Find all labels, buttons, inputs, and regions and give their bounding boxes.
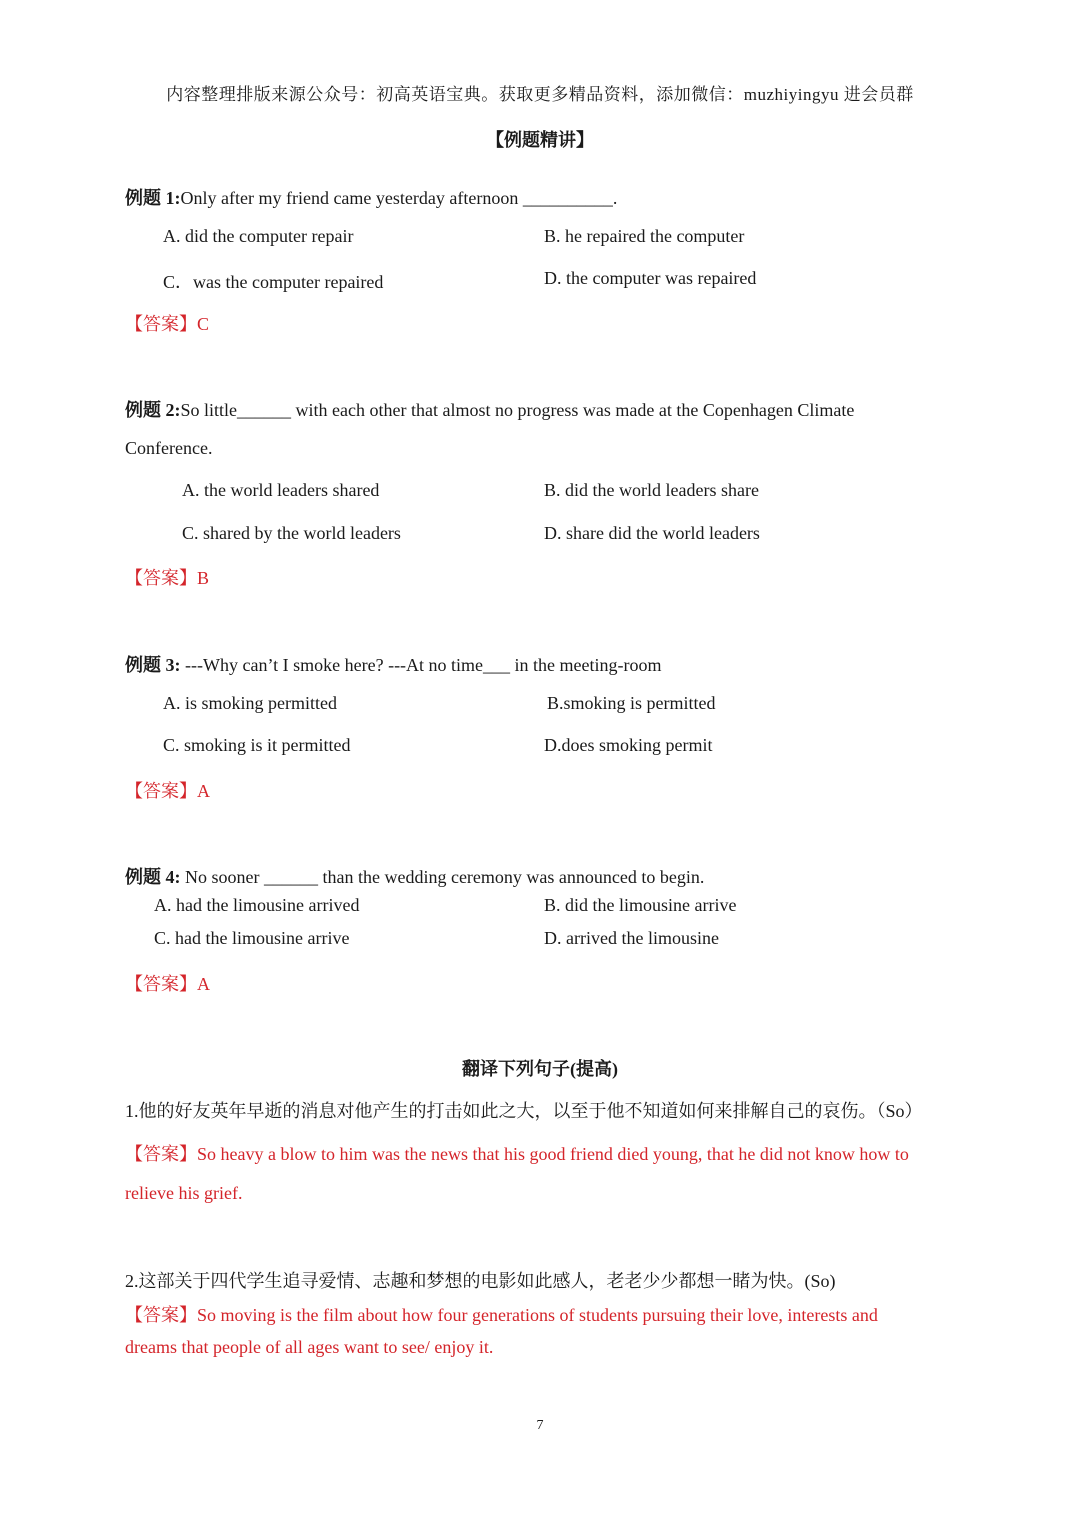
page-number: 7 <box>536 1418 544 1433</box>
example-label: 例题 3: <box>125 655 181 675</box>
example-3-answer: 【答案】A <box>125 781 210 801</box>
section-title: 【例题精讲】 <box>486 130 594 150</box>
example-3-option-a: A. is smoking permitted <box>163 693 337 713</box>
example-stem: Only after my friend came yesterday afternoon __________. <box>180 188 618 208</box>
example-2-question <box>125 396 854 422</box>
example-stem: So little______ with each other that almost no progress was made at the Copenhagen Climate <box>180 400 855 420</box>
example-1-question <box>125 184 617 210</box>
example-1-answer: 【答案】C <box>125 314 210 334</box>
translation-1-answer-line2: relieve his grief. <box>125 1183 243 1203</box>
example-4-option-d: D. arrived the limousine <box>544 928 719 948</box>
example-2-question-cont: Conference. <box>125 438 213 458</box>
translation-2-answer-line1: 【答案】So moving is the film about how four generations of students pursuing their love, interests and <box>125 1305 878 1325</box>
example-2-answer: 【答案】B <box>125 568 210 588</box>
example-label: 例题 2: <box>125 400 181 420</box>
example-4-option-c: C. had the limousine arrive <box>154 928 350 948</box>
translation-1-question: 1.他的好友英年早逝的消息对他产生的打击如此之大，以至于他不知道如何来排解自己的哀伤。（So） <box>125 1101 923 1121</box>
example-stem: ---Why can’t I smoke here? ---At no time___ in the meeting-room <box>180 655 662 675</box>
example-4-option-a: A. had the limousine arrived <box>154 895 360 915</box>
example-1-option-c: C．was the computer repaired <box>163 272 384 292</box>
example-1-option-d: D. the computer was repaired <box>544 268 757 288</box>
example-2-option-d: D. share did the world leaders <box>544 523 760 543</box>
example-3-option-d: D.does smoking permit <box>544 735 713 755</box>
example-label: 例题 1: <box>125 188 181 208</box>
example-1-option-b: B. he repaired the computer <box>544 226 745 246</box>
example-4-answer: 【答案】A <box>125 974 210 994</box>
page-header: 内容整理排版来源公众号：初高英语宝典。获取更多精品资料，添加微信：muzhiyingyu 进会员群 <box>166 85 914 104</box>
translate-title: 翻译下列句子(提高) <box>462 1059 618 1079</box>
example-3-question <box>125 651 662 677</box>
translation-2-answer-line2: dreams that people of all ages want to see/ enjoy it. <box>125 1337 494 1357</box>
example-stem: No sooner ______ than the wedding ceremony was announced to begin. <box>180 867 705 887</box>
example-2-option-b: B. did the world leaders share <box>544 480 759 500</box>
example-4-question <box>125 863 704 889</box>
example-3-option-b: B.smoking is permitted <box>547 693 716 713</box>
example-2-option-a: A. the world leaders shared <box>182 480 380 500</box>
translation-1-answer-line1: 【答案】So heavy a blow to him was the news that his good friend died young, that he did not know how to <box>125 1144 909 1164</box>
translation-2-question: 2.这部关于四代学生追寻爱情、志趣和梦想的电影如此感人，老老少少都想一睹为快。(So) <box>125 1271 836 1291</box>
example-label: 例题 4: <box>125 867 181 887</box>
example-1-option-a: A. did the computer repair <box>163 226 354 246</box>
example-3-option-c: C. smoking is it permitted <box>163 735 351 755</box>
example-4-option-b: B. did the limousine arrive <box>544 895 737 915</box>
example-2-option-c: C. shared by the world leaders <box>182 523 401 543</box>
